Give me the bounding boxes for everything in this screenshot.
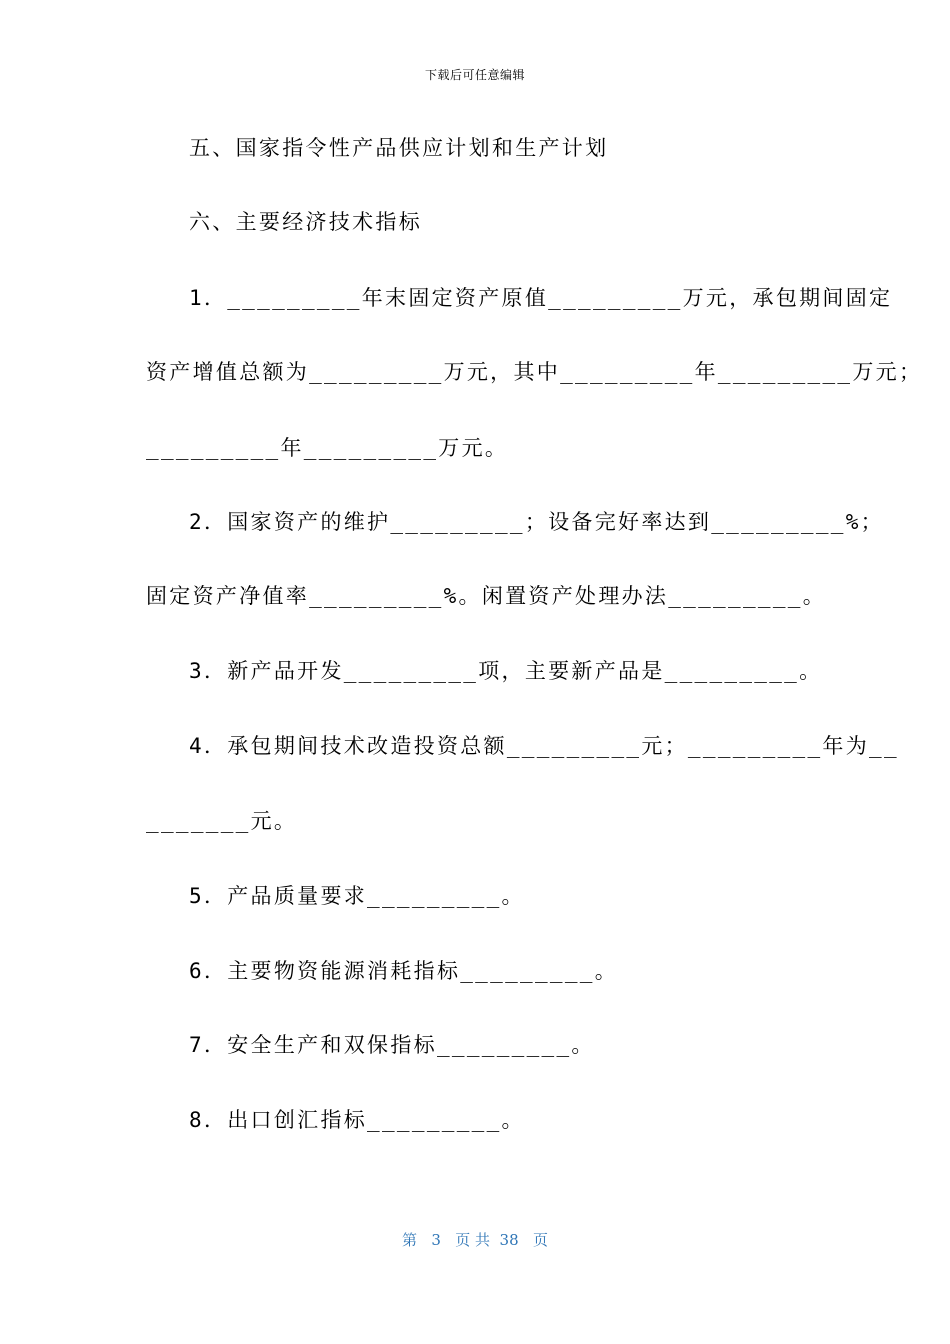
item-6-line: 6．主要物资能源消耗指标_________。 (189, 959, 619, 983)
page-header: 下载后可任意编辑 (424, 68, 525, 82)
item-2-line-1: 2．国家资产的维护_________；设备完好率达到_________%； (189, 510, 884, 534)
item-1-line-1: 1．_________年末固定资产原值_________万元，承包期间固定 (189, 286, 893, 310)
footer-mid: 页 共 (455, 1231, 490, 1249)
section-six-heading: 六、主要经济技术指标 (189, 210, 422, 234)
item-2-line-2: 固定资产净值率_________%。闲置资产处理办法_________。 (146, 584, 827, 608)
item-1-line-2: 资产增值总额为_________万元，其中_________年_________万元； (146, 360, 923, 384)
item-8-line: 8．出口创汇指标_________。 (189, 1108, 525, 1132)
item-7-line: 7．安全生产和双保指标_________。 (189, 1033, 595, 1057)
footer-page-current: 3 (431, 1231, 441, 1249)
item-5-line: 5．产品质量要求_________。 (189, 884, 525, 908)
item-1-line-3: _________年_________万元。 (146, 436, 509, 460)
page-footer (0, 1229, 950, 1250)
footer-prefix: 第 (402, 1231, 418, 1249)
item-3-line: 3．新产品开发_________项，主要新产品是_________。 (189, 659, 823, 683)
item-4-line-1: 4．承包期间技术改造投资总额_________元；_________年为__ (189, 734, 899, 758)
section-five-heading: 五、国家指令性产品供应计划和生产计划 (189, 136, 609, 160)
footer-suffix: 页 (532, 1231, 548, 1249)
item-4-line-2: _______元。 (146, 809, 298, 833)
footer-page-total: 38 (499, 1231, 519, 1249)
